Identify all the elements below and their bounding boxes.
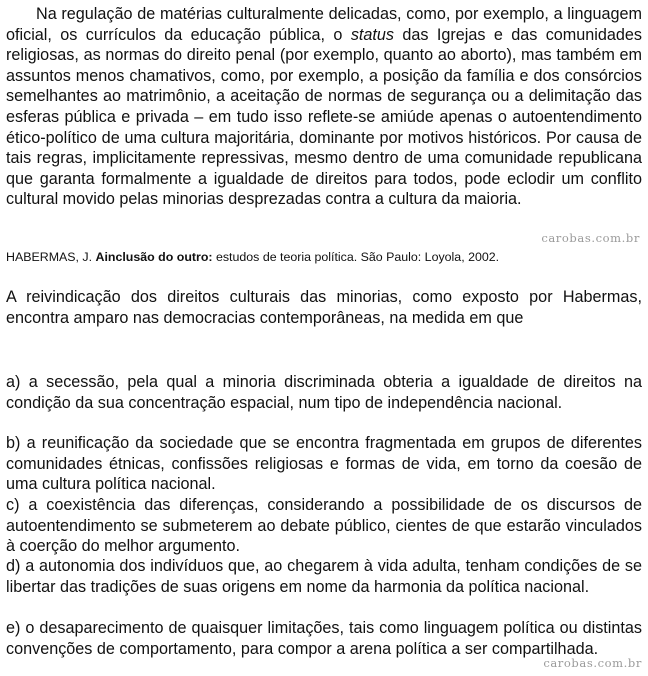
option-b[interactable]: b) a reunificação da sociedade que se encontra fragmentada em grupos de diferentes comunidades étnicas, confissões religiosas e formas de vida, em torno da coesão de uma cultura política nacional. — [6, 434, 642, 494]
quote-paragraph — [6, 4, 642, 210]
option-d[interactable]: d) a autonomia dos indivíduos que, ao chegarem à vida adulta, tenham condições de se libertar das tradições de suas origens em nome da harmonia da política nacional. — [6, 557, 642, 596]
quote-text-part1: Na regulação de matérias culturalmente delicadas, como, por exemplo, a linguagem oficial, os currículos da educação pública, o — [6, 5, 642, 44]
option-c[interactable]: c) a coexistência das diferenças, considerando a possibilidade de os discursos de autoentendimento se submeterem ao debate público, cientes de que estarão vinculados à coerção do melhor argumento. — [6, 496, 642, 556]
citation-title: Ainclusão do outro: — [95, 250, 213, 264]
watermark-bottom: carobas.com.br — [543, 656, 642, 670]
watermark-top: carobas.com.br — [541, 231, 640, 245]
quote-text-part2: das Igrejas e das comunidades religiosas, as normas do direito penal (por exemplo, quanto ao aborto), mas também em assuntos menos chamativos, como, por exemplo, a posição da família e dos consórcios semelhantes ao matrimônio, a aceitação de normas de segurança ou a delimitação das esferas pública e privada – em tudo isso reflete-se amiúde apenas o autoentendimento ético-político de uma cultura majoritária, dominante por motivos históricos. Por causa de tais regras, implicitamente repressivas, mesmo dentro de uma comunidade republicana que garanta formalmente a igualdade de direitos para todos, pode eclodir um conflito cultural movido pelas minorias desprezadas contra a cultura da maioria. — [6, 25, 642, 209]
citation — [6, 249, 642, 265]
status-word: status — [350, 25, 395, 44]
option-e[interactable]: e) o desaparecimento de quaisquer limitações, tais como linguagem política ou distintas convenções de comportamento, para compor a arena política a ser compartilhada. — [6, 619, 642, 658]
option-a[interactable]: a) a secessão, pela qual a minoria discriminada obteria a igualdade de direitos na condição da sua concentração espacial, num tipo de independência nacional. — [6, 373, 642, 412]
citation-rest: estudos de teoria política. São Paulo: Loyola, 2002. — [212, 250, 500, 264]
question-stem: A reivindicação dos direitos culturais das minorias, como exposto por Habermas, encontra amparo nas democracias contemporâneas, na medida em que — [6, 288, 642, 327]
citation-author: HABERMAS, J. — [6, 250, 96, 264]
